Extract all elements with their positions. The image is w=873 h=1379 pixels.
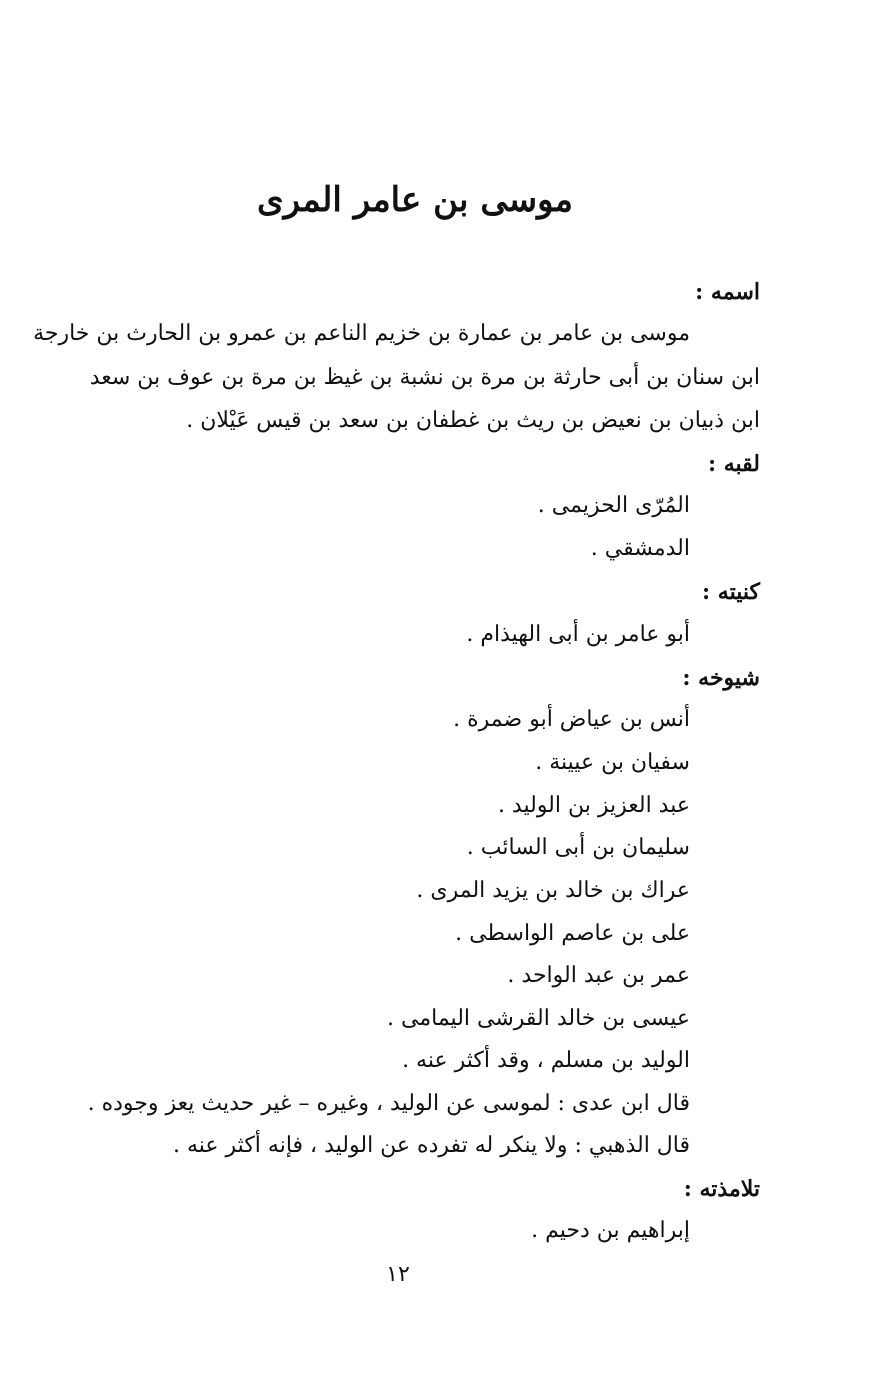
shuyukh-quote-dhahabi: قال الذهبي : ولا ينكر له تفرده عن الوليد ، فإنه أكثر عنه . [173,1133,690,1158]
shuyukh-item-6: على بن عاصم الواسطى . [455,921,690,946]
kunya-heading: كنيته : [702,579,760,605]
name-line-2: ابن سنان بن أبى حارثة بن مرة بن نشبة بن غيظ بن مرة بن عوف بن سعد [89,365,760,390]
name-heading: اسمه : [695,279,760,305]
laqab-heading: لقبه : [707,451,760,477]
page-number: ١٢ [386,1262,410,1287]
students-heading: تلامذته : [683,1176,760,1202]
students-item-1: إبراهيم بن دحيم . [531,1218,690,1243]
name-line-3: ابن ذبيان بن نعيض بن ريث بن غطفان بن سعد بن قيس عَيْلان . [186,408,760,433]
shuyukh-heading: شيوخه : [682,665,760,691]
laqab-item-2: الدمشقي . [590,536,690,561]
shuyukh-item-9: الوليد بن مسلم ، وقد أكثر عنه . [402,1048,690,1073]
page-title: موسى بن عامر المرى [257,180,573,220]
name-line-1: موسى بن عامر بن عمارة بن خزيم الناعم بن عمرو بن الحارث بن خارجة [33,321,690,346]
shuyukh-item-5: عراك بن خالد بن يزيد المرى . [416,878,690,903]
laqab-item-1: المُرّى الحزيمى . [537,493,690,518]
shuyukh-quote-ibn-adi: قال ابن عدى : لموسى عن الوليد ، وغيره – غير حديث يعز وجوده . [87,1091,690,1116]
shuyukh-item-2: سفيان بن عيينة . [535,750,690,775]
shuyukh-item-7: عمر بن عبد الواحد . [507,963,690,988]
shuyukh-item-3: عبد العزيز بن الوليد . [497,793,690,818]
shuyukh-item-1: أنس بن عياض أبو ضمرة . [453,707,690,732]
shuyukh-item-8: عيسى بن خالد القرشى اليمامى . [387,1006,690,1031]
kunya-item-1: أبو عامر بن أبى الهيذام . [466,622,690,647]
shuyukh-item-4: سليمان بن أبى السائب . [466,835,690,860]
